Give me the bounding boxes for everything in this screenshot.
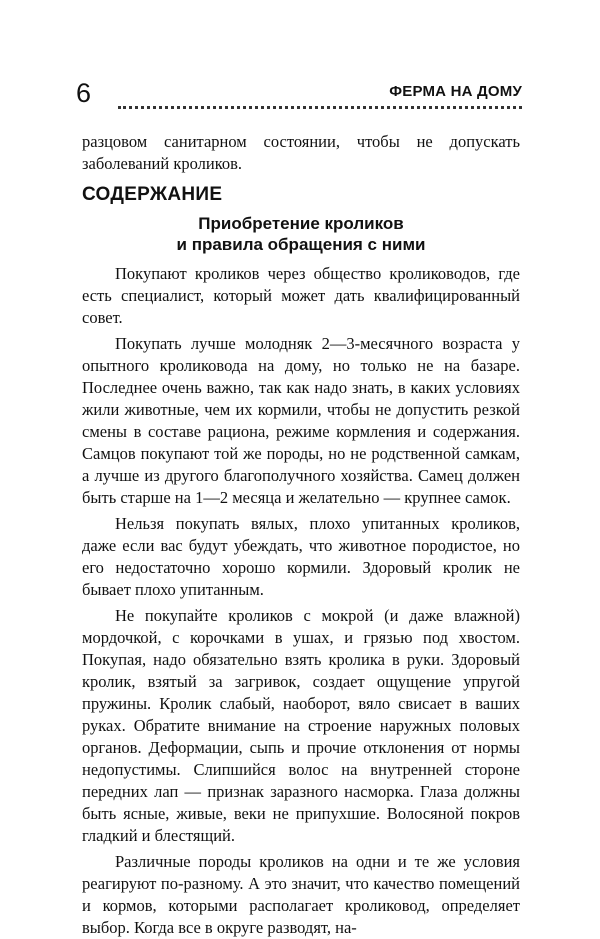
intro-paragraph: разцовом санитарном состоянии, чтобы не допускать заболеваний кроликов. xyxy=(82,132,520,173)
intro-text-block xyxy=(82,131,520,175)
paragraph: Покупать лучше молодняк 2—3-месячного возраста у опытного кроликовода на дому, но только не на базаре. Последнее очень важно, так как надо знать, в каких условиях жили животные, чем их кормили, чтобы не допустить резкой смены в составе рациона, режиме кормления и содержания. Самцов покупают той же породы, но не родственной самкам, а лучше из другого благополучного хозяйства. Самец должен быть старше на 1—2 месяца и желательно — крупнее самок. xyxy=(82,334,520,507)
subheading-line-2: и правила обращения с ними xyxy=(176,235,426,254)
paragraph: Нельзя покупать вялых, плохо упитанных кроликов, даже если вас будут убеждать, что животное породистое, но его недостаточно хорошо кормили. Здоровый кролик не бывает плохо упитанным. xyxy=(82,514,520,599)
running-title: ФЕРМА НА ДОМУ xyxy=(389,83,522,100)
section-heading: СОДЕРЖАНИЕ xyxy=(82,184,223,205)
paragraph: Не покупайте кроликов с мокрой (и даже влажной) мордочкой, с корочками в ушах, и грязью под хвостом. Покупая, надо обязательно взять кролика в руки. Здоровый кролик, взятый за загривок, создает ощущение упругой пружины. Кролик слабый, наоборот, вяло свисает в ваших руках. Обратите внимание на строение наружных половых органов. Деформации, сыпь и прочие отклонения от нормы недопустимы. Слипшийся волос на внутренней стороне передних лап — признак заразного насморка. Глаза должны быть ясные, живые, веки не припухшие. Волосяной покров гладкий и блестящий. xyxy=(82,606,520,845)
page-number: 6 xyxy=(76,78,92,108)
main-text-block xyxy=(82,263,520,939)
header-rule xyxy=(118,106,522,109)
paragraph: Покупают кроликов через общество кролиководов, где есть специалист, который может дать квалифицированный совет. xyxy=(82,264,520,327)
subheading-line-1: Приобретение кроликов xyxy=(198,214,404,233)
paragraph: Различные породы кроликов на одни и те же условия реагируют по-разному. А это значит, что качество помещений и кормов, которыми располагает кроликовод, определяет выбор. Когда все в округе разводят, на- xyxy=(82,852,520,937)
subheading xyxy=(82,213,520,255)
